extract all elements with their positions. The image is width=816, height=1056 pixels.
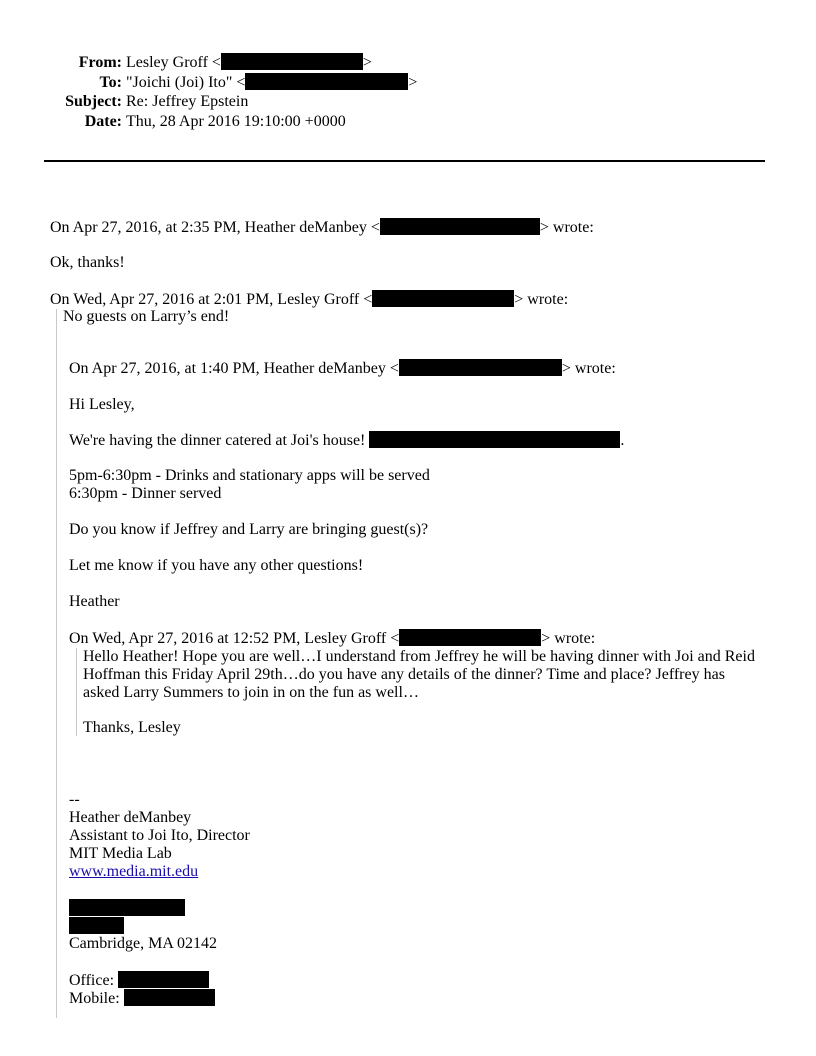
redacted-block	[380, 218, 540, 235]
subject-row	[46, 93, 417, 111]
redacted-block	[399, 359, 562, 376]
website-link[interactable]: www.media.mit.edu	[69, 863, 199, 880]
schedule-line-2: 6:30pm - Dinner served	[69, 485, 222, 502]
attribution-text: On Apr 27, 2016, at 1:40 PM, Heather deManbey <	[69, 360, 399, 377]
signature-address-line-2	[69, 917, 124, 936]
signature-dashes: --	[69, 791, 80, 808]
nested-paragraph-2: Hoffman this Friday April 29th…do you have any details of the dinner? Time and place? Jeffrey has	[83, 666, 725, 683]
catered-line	[69, 431, 624, 450]
attribution-suffix: > wrote:	[539, 219, 594, 236]
redacted-block	[245, 73, 408, 90]
to-value: "Joichi (Joi) Ito" <	[126, 74, 246, 91]
signature-office	[69, 971, 209, 990]
redacted-block	[118, 971, 209, 988]
catered-end: .	[620, 432, 625, 449]
reply-attribution-1	[50, 218, 594, 237]
quoted-attribution	[69, 359, 616, 378]
quoted-line: No guests on Larry’s end!	[63, 308, 230, 325]
schedule-line-1: 5pm-6:30pm - Drinks and stationary apps will be served	[69, 467, 430, 484]
attribution-suffix: > wrote:	[541, 630, 596, 647]
nested-attribution	[69, 629, 595, 648]
header-divider	[44, 160, 765, 162]
catered-text: We're having the dinner catered at Joi's house!	[69, 432, 366, 449]
attribution-text: On Wed, Apr 27, 2016 at 12:52 PM, Lesley Groff <	[69, 630, 400, 647]
from-row	[46, 53, 417, 71]
attribution-text: On Wed, Apr 27, 2016 at 2:01 PM, Lesley Groff <	[50, 291, 373, 308]
date-label: Date:	[84, 113, 122, 130]
attribution-suffix: > wrote:	[514, 291, 569, 308]
redacted-block	[221, 53, 363, 70]
redacted-block	[399, 629, 541, 646]
date-value: Thu, 28 Apr 2016 19:10:00 +0000	[126, 113, 346, 130]
to-label: To:	[99, 74, 122, 91]
from-close: >	[362, 54, 372, 71]
to-row	[46, 73, 417, 91]
from-value: Lesley Groff <	[126, 54, 221, 71]
signature-org: MIT Media Lab	[69, 845, 172, 862]
signature-mobile	[69, 989, 215, 1008]
quote-bar	[56, 309, 57, 1018]
reply-text: Ok, thanks!	[50, 254, 125, 271]
nested-paragraph-1: Hello Heather! Hope you are well…I understand from Jeffrey he will be having dinner with Joi and Reid	[83, 648, 755, 665]
redacted-block	[369, 431, 620, 448]
to-close: >	[408, 74, 418, 91]
signature-name: Heather deManbey	[69, 809, 192, 826]
date-row	[46, 113, 417, 131]
greeting: Hi Lesley,	[69, 396, 135, 413]
subject-value: Re: Jeffrey Epstein	[126, 93, 249, 110]
signature-address-line-1	[69, 899, 185, 918]
signature-city: Cambridge, MA 02142	[69, 935, 217, 952]
redacted-block	[372, 290, 514, 307]
email-header	[46, 53, 417, 133]
attribution-text: On Apr 27, 2016, at 2:35 PM, Heather deManbey <	[50, 219, 380, 236]
signature-link[interactable]	[69, 863, 198, 881]
redacted-block	[69, 917, 124, 934]
nested-paragraph-3: asked Larry Summers to join in on the fun as well…	[83, 684, 419, 701]
subject-label: Subject:	[65, 93, 122, 110]
sign-name: Heather	[69, 593, 120, 610]
closing-line: Let me know if you have any other questions!	[69, 557, 364, 574]
redacted-block	[124, 989, 215, 1006]
quote-bar-nested	[76, 648, 77, 736]
signature-role: Assistant to Joi Ito, Director	[69, 827, 250, 844]
question-line: Do you know if Jeffrey and Larry are bringing guest(s)?	[69, 521, 429, 538]
office-label: Office:	[69, 972, 115, 989]
redacted-block	[69, 899, 185, 916]
mobile-label: Mobile:	[69, 990, 120, 1007]
nested-signoff: Thanks, Lesley	[83, 719, 181, 736]
reply-attribution-2	[50, 290, 568, 309]
attribution-suffix: > wrote:	[561, 360, 616, 377]
from-label: From:	[78, 54, 122, 71]
